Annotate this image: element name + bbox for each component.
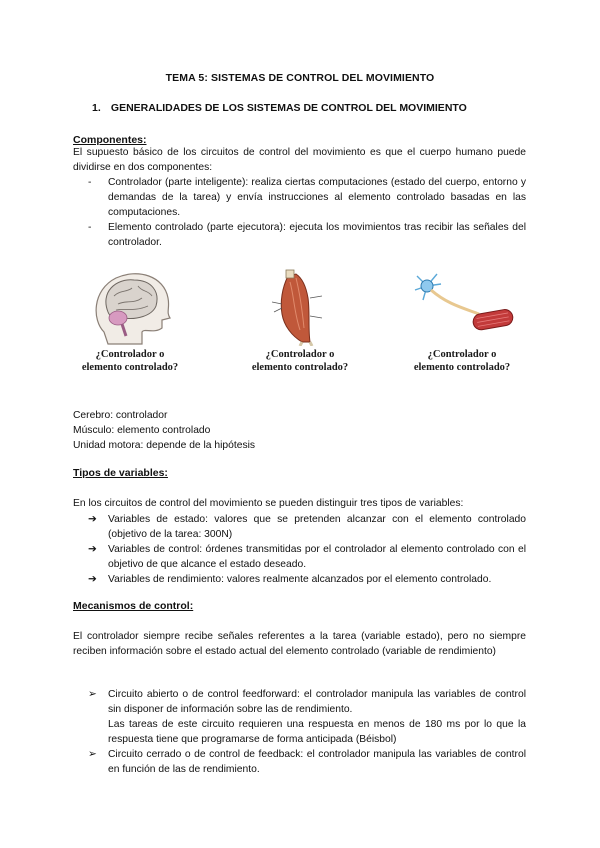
- list-item: [88, 747, 526, 777]
- list-item-text: Circuito cerrado o de control de feedback: el controlador manipula las variables de control en función de las de rendimiento.: [108, 749, 526, 775]
- list-item: [88, 220, 526, 250]
- caption-line-1: ¿Controlador o: [265, 349, 335, 360]
- list-item-text: Variables de rendimiento: valores realmente alcanzados por el elemento controlado.: [108, 574, 492, 585]
- list-item-extra: Las tareas de este circuito requieren una respuesta en menos de 180 ms por lo que la respuesta tiene que programarse de forma anticipada (Béisbol): [108, 719, 526, 745]
- dash-bullet: -: [88, 222, 92, 233]
- figures-row: [60, 268, 540, 388]
- motor-unit-icon: [407, 268, 517, 346]
- figure-caption: [230, 348, 370, 374]
- caption-line-2: elemento controlado?: [81, 362, 179, 373]
- caption-line-2: elemento controlado?: [251, 362, 349, 373]
- answer-line: Cerebro: controlador: [73, 410, 168, 421]
- answer-line: Unidad motora: depende de la hipótesis: [73, 440, 256, 451]
- caption-line-2: elemento controlado?: [413, 362, 511, 373]
- componentes-list: [88, 175, 526, 250]
- mecanismos-list: [88, 687, 526, 777]
- caption-line-1: ¿Controlador o: [95, 349, 165, 360]
- mecanismos-intro: El controlador siempre recibe señales referentes a la tarea (variable estado), pero no siempre reciben información sobre el estado actual del elemento controlado (variable de rendimiento): [73, 631, 526, 657]
- list-item: [88, 542, 526, 572]
- section-heading: [92, 102, 467, 114]
- mecanismos-heading-text: Mecanismos de control:: [73, 600, 194, 612]
- list-item-text: Elemento controlado (parte ejecutora): ejecuta los movimientos tras recibir las señales del controlador.: [108, 222, 526, 248]
- list-item-text: Variables de control: órdenes transmitidas por el controlador al elemento controlado con el objetivo de que alcance el estado deseado.: [108, 544, 526, 570]
- figure-brain: [60, 268, 200, 388]
- componentes-intro: El supuesto básico de los circuitos de control del movimiento es que el cuerpo humano puede dividirse en dos componentes:: [73, 147, 526, 173]
- list-item: [88, 687, 526, 747]
- figure-muscle: [230, 268, 370, 388]
- tipos-list: [88, 512, 526, 587]
- figure-caption: [392, 348, 532, 374]
- list-item-text: Controlador (parte inteligente): realiza ciertas computaciones (estado del cuerpo, entorno y demandas de la tarea) y envía instrucciones al elemento controlado basadas en las computaciones.: [108, 177, 526, 218]
- list-item: [88, 572, 526, 587]
- arrow-bullet-icon: ➔: [88, 544, 97, 555]
- answer-line: Músculo: elemento controlado: [73, 425, 211, 436]
- mecanismos-heading: [73, 600, 193, 612]
- chevron-bullet-icon: ➢: [88, 749, 97, 760]
- chevron-bullet-icon: ➢: [88, 689, 97, 700]
- tipos-heading-text: Tipos de variables:: [73, 467, 168, 479]
- section-title: GENERALIDADES DE LOS SISTEMAS DE CONTROL DEL MOVIMIENTO: [110, 102, 467, 114]
- list-item: [88, 175, 526, 220]
- arrow-bullet-icon: ➔: [88, 574, 97, 585]
- list-item: [88, 512, 526, 542]
- list-item-text: Variables de estado: valores que se pretenden alcanzar con el elemento controlado (objetivo de la tarea: 300N): [108, 514, 526, 540]
- dash-bullet: -: [88, 177, 92, 188]
- section-number: 1.: [92, 102, 101, 114]
- figure-caption: [60, 348, 200, 374]
- componentes-heading-text: Componentes:: [73, 134, 147, 146]
- brain-head-icon: [82, 268, 178, 346]
- arm-muscle-icon: [252, 268, 348, 346]
- tipos-intro: En los circuitos de control del movimiento se pueden distinguir tres tipos de variables:: [73, 498, 464, 509]
- figure-motor-unit: [392, 268, 532, 388]
- list-item-text: Circuito abierto o de control feedforward: el controlador manipula las variables de control sin disponer de información sobre las de rendimiento.: [108, 689, 526, 715]
- page-title: TEMA 5: SISTEMAS DE CONTROL DEL MOVIMIENTO: [165, 72, 435, 84]
- caption-line-1: ¿Controlador o: [427, 349, 497, 360]
- arrow-bullet-icon: ➔: [88, 514, 97, 525]
- tipos-heading: [73, 467, 168, 479]
